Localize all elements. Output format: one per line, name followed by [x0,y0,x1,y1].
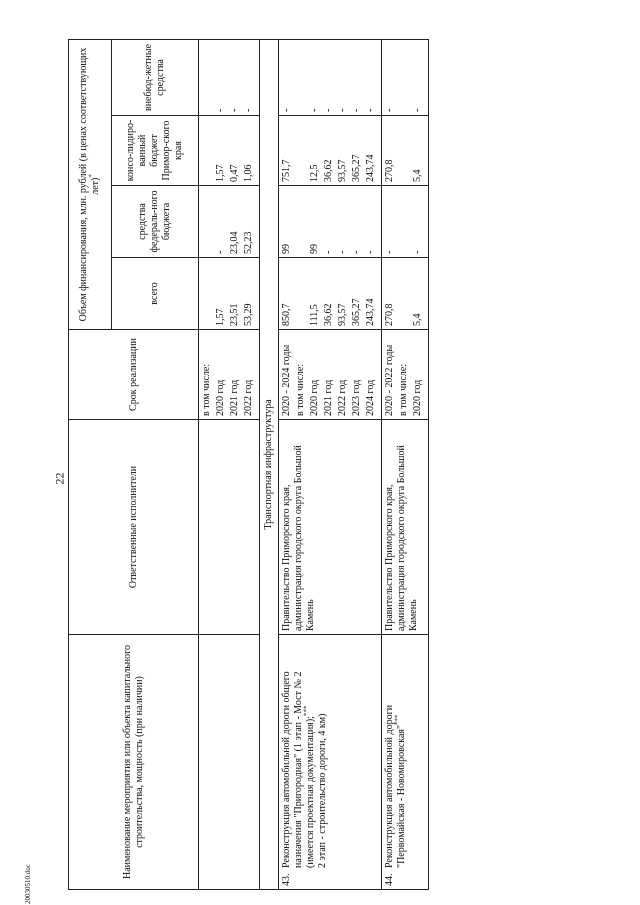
prev-extra-line: - [215,108,226,112]
prev-regional-line: 0,47 [229,164,240,182]
prev-federal-line: - [215,250,226,254]
header-period: Срок реализации [69,330,199,420]
item-executors: Правительство Приморского края, администрация городского округа Большой Камень [382,420,429,635]
item-1-federal-line: 99 [281,244,292,254]
item-2-extra-line: - [412,108,423,112]
item-1-period-line: 2024 год [365,379,376,416]
header-executors: Ответственные исполнители [69,420,199,635]
prev-extra-line: - [229,108,240,112]
header-funding-sup: * [87,174,96,178]
item-1-period-line: 2022 год [337,379,348,416]
prev-name [199,635,260,890]
item-1-period-line: 2020 - 2024 годы [281,344,292,416]
prev-extra-line: - [243,108,254,112]
item-1-federal-line: - [365,250,376,254]
item-1-total [279,258,382,330]
header-regional: консо-лидиро-ванный бюджет Примор-ского края [112,116,199,186]
header-extra: внебюд-жетные средства [112,39,199,115]
prev-federal-line [201,189,215,254]
prev-extra [199,39,260,115]
header-total: всего [112,258,199,330]
section-title: Транспортная инфраструктура [260,39,279,889]
item-1-period-line: в том числе: [295,363,306,416]
prev-total-line: 1,57 [215,308,226,326]
item-2-total-line [398,261,412,326]
prev-period-line: 2020 год [215,379,226,416]
item-name-text: Реконструкция автомобильной дороги "Первомайская - Новомировская" [384,704,407,868]
prev-federal-line: 52,23 [243,231,254,254]
item-number: 43. [281,873,292,886]
item-2-federal [382,186,429,258]
header-federal: средства федераль-ного бюджета [112,186,199,258]
prev-total-line: 23,51 [229,303,240,326]
item-1-extra-line: - [351,108,362,112]
item-1-regional-line [295,119,309,182]
item-1-total-line: 243,74 [365,298,376,326]
item-1-total-line [295,261,309,326]
item-1-extra-line: - [365,108,376,112]
item-1-federal-line: 99 [309,244,320,254]
item-1-extra-line: - [309,108,320,112]
item-name-sup: *** [302,705,311,717]
item-1-federal-line: - [351,250,362,254]
item-2-total [382,258,429,330]
table-body [199,39,429,889]
item-1-row [279,39,382,889]
item-2-regional-line: 270,8 [384,159,395,182]
item-executors: Правительство Приморского края, администрация городского округа Большой Камень [279,420,382,635]
item-1-regional-line: 12,5 [309,164,320,182]
item-1-federal-line: - [337,250,348,254]
prev-period-line: 2021 год [229,379,240,416]
item-2-period-line: 2020 - 2022 годы [384,344,395,416]
item-1-extra-line: - [323,108,334,112]
item-2-row [382,39,429,889]
funding-table [68,39,429,890]
item-2-federal-line [398,189,412,254]
header-name: Наименование мероприятия или объекта капитального строительства, мощность (при наличии) [69,635,199,890]
item-name-tail: 2 этап - строительство дороги, 4 км) [317,713,328,868]
rotated-page [68,40,588,890]
prev-federal [199,186,260,258]
item-1-regional-line: 243,74 [365,154,376,182]
prev-total [199,258,260,330]
prev-regional-line: 1,57 [215,164,226,182]
item-2-regional-line: 5,4 [412,169,423,182]
prev-regional-line [201,119,215,182]
prev-period [199,330,260,420]
item-2-period [382,330,429,420]
prev-executors [199,420,260,635]
item-2-federal-line: - [412,250,423,254]
item-2-regional-line [398,119,412,182]
item-2-period-line: в том числе: [398,363,409,416]
item-2-total-line: 270,8 [384,303,395,326]
item-2-period-line: 2020 год [412,379,423,416]
prev-total-line [201,261,215,326]
item-name-cell [279,635,382,890]
item-name [281,648,329,868]
item-2-extra [382,39,429,115]
item-1-federal-line [295,189,309,254]
prev-row [199,39,260,889]
item-name [384,648,408,868]
item-2-extra-line [398,43,412,112]
item-1-regional-line: 751,7 [281,159,292,182]
prev-regional [199,116,260,186]
item-1-total-line: 93,57 [337,303,348,326]
item-1-extra-line: - [281,108,292,112]
item-1-period [279,330,382,420]
header-funding-text: Объем финансирования, млн. рублей (в ценах соответствующих лет) [78,47,101,322]
item-name-cell [382,635,429,890]
page-number: 22 [52,472,67,485]
prev-extra-line [201,43,215,112]
item-1-total-line: 36,62 [323,303,334,326]
item-2-federal-line: - [384,250,395,254]
item-1-extra [279,39,382,115]
item-1-period-line: 2020 год [309,379,320,416]
item-1-extra-line: - [337,108,348,112]
prev-total-line: 53,29 [243,303,254,326]
item-2-regional [382,116,429,186]
item-1-total-line: 365,27 [351,298,362,326]
item-1-regional-line: 365,27 [351,154,362,182]
item-1-federal-line: - [323,250,334,254]
item-2-total-line: 5,4 [412,313,423,326]
item-1-total-line: 850,7 [281,303,292,326]
prev-period-line: 2022 год [243,379,254,416]
item-1-regional-line: 36,62 [323,159,334,182]
footer-code: 20030510.doc [24,864,32,904]
item-2-extra-line: - [384,108,395,112]
section-row [260,39,279,889]
item-1-regional-line: 93,57 [337,159,348,182]
item-1-period-line: 2023 год [351,379,362,416]
item-1-regional [279,116,382,186]
item-1-total-line: 111,5 [309,304,320,326]
prev-federal-line: 23,04 [229,231,240,254]
prev-regional-line: 1,06 [243,164,254,182]
item-1-period-line: 2021 год [323,379,334,416]
item-1-federal [279,186,382,258]
item-number: 44. [384,873,395,886]
item-1-extra-line [295,43,309,112]
item-name-text: Реконструкция автомобильной дороги общего назначения "Пригородная" (1 этап - Мост № 2 (имеется проектная документация); [281,671,316,868]
item-name-sup: *** [393,714,402,725]
header-funding [69,39,112,329]
prev-period-line: в том числе: [201,363,212,416]
